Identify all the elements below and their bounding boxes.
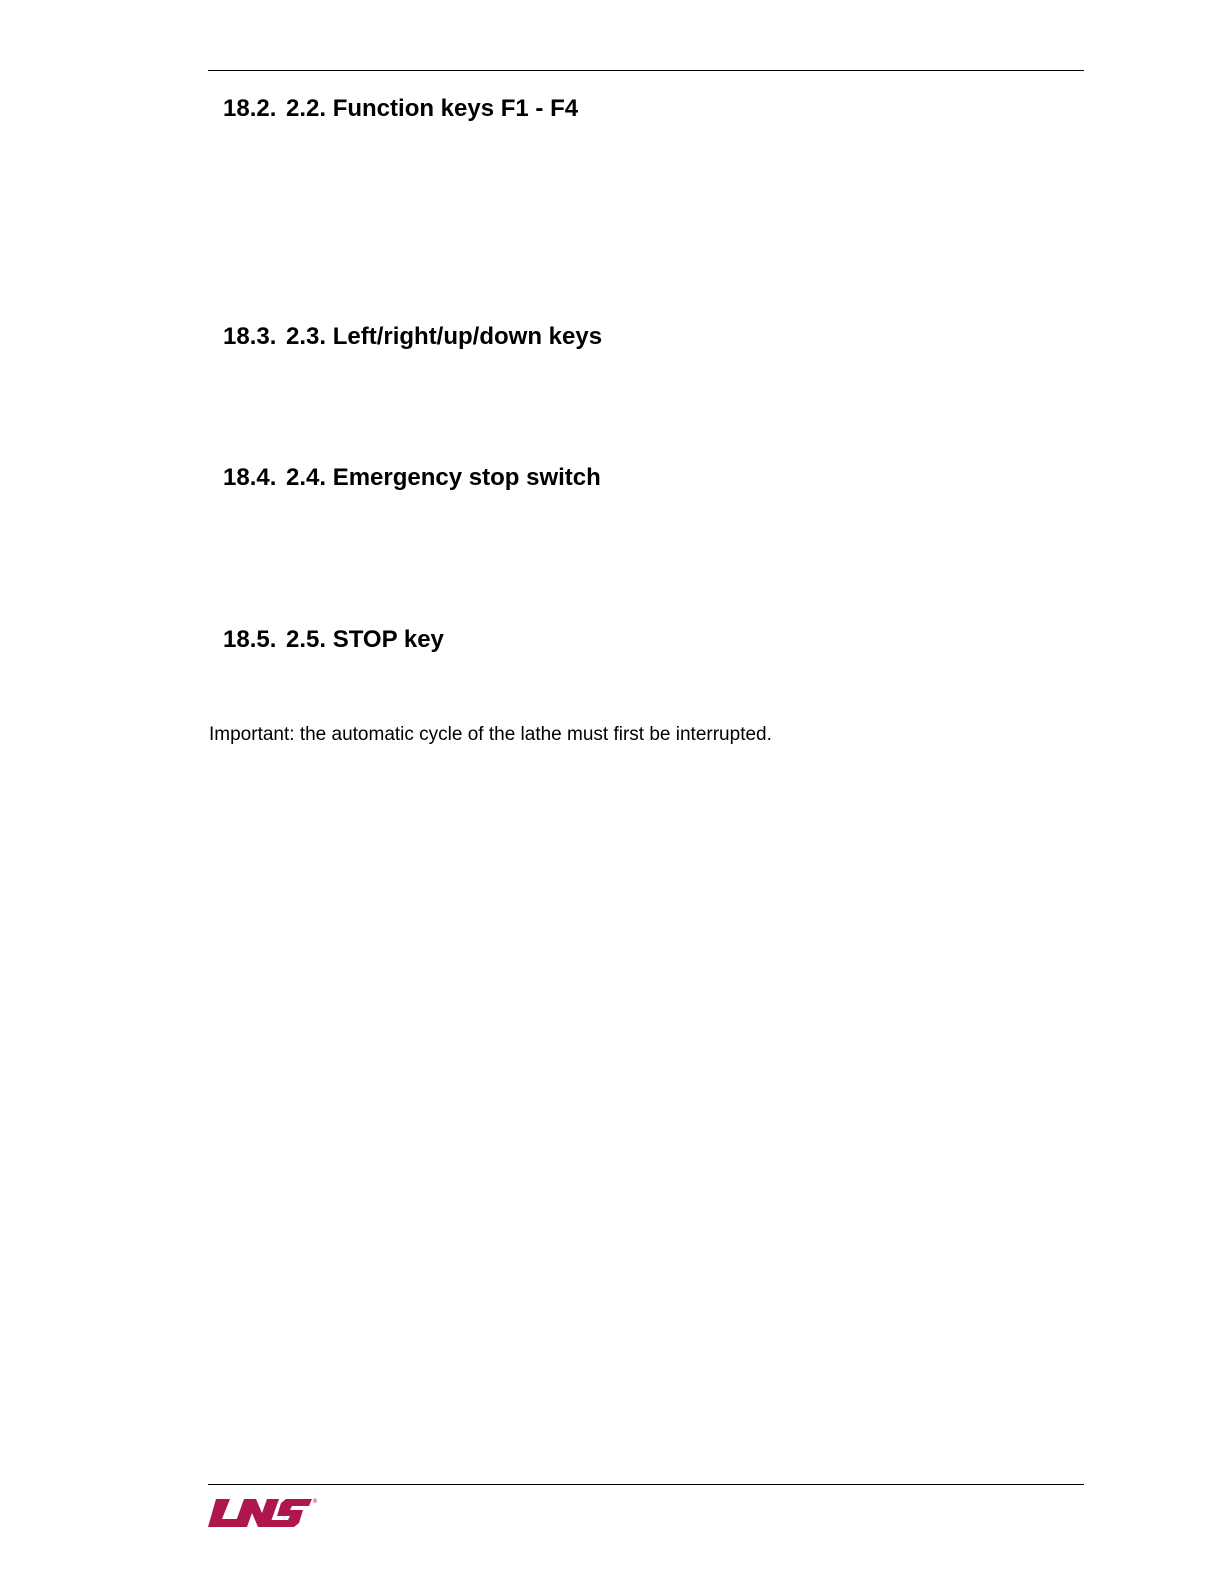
section-heading-direction-keys	[223, 323, 602, 351]
important-note: Important: the automatic cycle of the lathe must first be interrupted.	[209, 724, 772, 745]
lns-logo	[206, 1495, 318, 1531]
section-title: 2.4. Emergency stop switch	[286, 464, 601, 491]
section-heading-function-keys	[223, 95, 578, 123]
section-heading-emergency-stop	[223, 464, 601, 492]
section-title: 2.3. Left/right/up/down keys	[286, 323, 603, 350]
svg-text:®: ®	[312, 1498, 318, 1505]
section-number: 18.5.	[223, 626, 277, 653]
section-heading-stop-key	[223, 626, 444, 654]
section-title: 2.5. STOP key	[286, 626, 444, 653]
section-number: 18.2.	[223, 95, 277, 122]
section-number: 18.4.	[223, 464, 277, 491]
section-title: 2.2. Function keys F1 - F4	[286, 95, 579, 122]
section-number: 18.3.	[223, 323, 277, 350]
footer-rule	[208, 1484, 1084, 1485]
header-rule	[208, 70, 1084, 71]
